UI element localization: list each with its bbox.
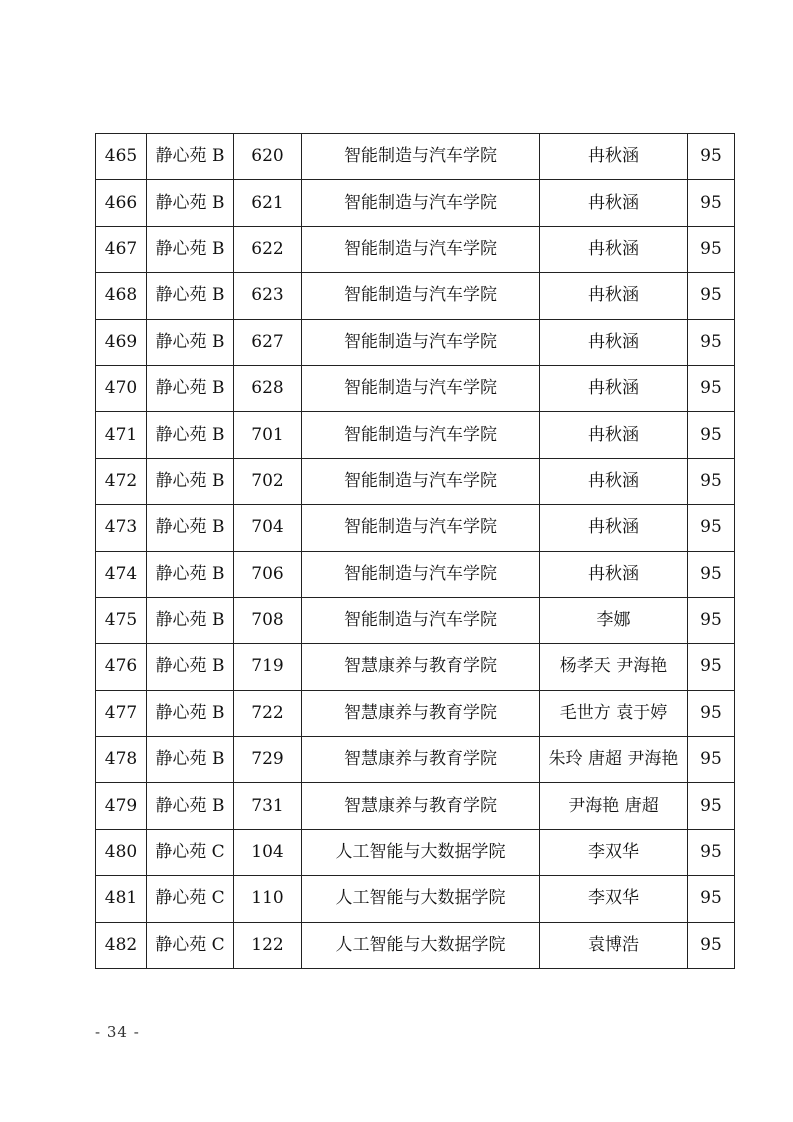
table-row [96,597,735,643]
row-number-cell: 465 [96,134,147,180]
college-cell: 智能制造与汽车学院 [302,412,540,458]
room-cell: 620 [234,134,302,180]
inspection-table [95,133,735,969]
college-cell: 人工智能与大数据学院 [302,876,540,922]
building-cell: 静心苑 B [147,644,234,690]
row-number-cell: 481 [96,876,147,922]
table-row [96,180,735,226]
room-cell: 110 [234,876,302,922]
building-cell: 静心苑 B [147,134,234,180]
score-cell: 95 [688,737,735,783]
row-number-cell: 474 [96,551,147,597]
table-row [96,737,735,783]
names-cell: 冉秋涵 [540,226,688,272]
score-cell: 95 [688,273,735,319]
row-number-cell: 468 [96,273,147,319]
score-cell: 95 [688,922,735,968]
room-cell: 628 [234,365,302,411]
building-cell: 静心苑 B [147,180,234,226]
score-cell: 95 [688,412,735,458]
score-cell: 95 [688,180,735,226]
table-row [96,319,735,365]
table-row [96,876,735,922]
row-number-cell: 470 [96,365,147,411]
row-number-cell: 469 [96,319,147,365]
score-cell: 95 [688,226,735,272]
building-cell: 静心苑 B [147,226,234,272]
building-cell: 静心苑 C [147,876,234,922]
room-cell: 623 [234,273,302,319]
room-cell: 627 [234,319,302,365]
names-cell: 冉秋涵 [540,458,688,504]
building-cell: 静心苑 B [147,505,234,551]
row-number-cell: 476 [96,644,147,690]
names-cell: 李双华 [540,876,688,922]
room-cell: 701 [234,412,302,458]
college-cell: 智能制造与汽车学院 [302,551,540,597]
college-cell: 智能制造与汽车学院 [302,365,540,411]
names-cell: 袁博浩 [540,922,688,968]
college-cell: 智能制造与汽车学院 [302,505,540,551]
row-number-cell: 466 [96,180,147,226]
college-cell: 智能制造与汽车学院 [302,273,540,319]
college-cell: 智能制造与汽车学院 [302,180,540,226]
college-cell: 智慧康养与教育学院 [302,690,540,736]
building-cell: 静心苑 B [147,551,234,597]
room-cell: 719 [234,644,302,690]
college-cell: 智能制造与汽车学院 [302,226,540,272]
room-cell: 729 [234,737,302,783]
building-cell: 静心苑 B [147,458,234,504]
score-cell: 95 [688,505,735,551]
table-row [96,551,735,597]
page-number: - 34 - [95,1023,140,1041]
table-row [96,458,735,504]
score-cell: 95 [688,783,735,829]
college-cell: 智能制造与汽车学院 [302,597,540,643]
table-row [96,226,735,272]
table-body [96,134,735,969]
college-cell: 智慧康养与教育学院 [302,737,540,783]
names-cell: 冉秋涵 [540,365,688,411]
table-row [96,412,735,458]
room-cell: 708 [234,597,302,643]
building-cell: 静心苑 B [147,597,234,643]
college-cell: 人工智能与大数据学院 [302,829,540,875]
score-cell: 95 [688,829,735,875]
names-cell: 毛世方 袁于婷 [540,690,688,736]
score-cell: 95 [688,644,735,690]
row-number-cell: 477 [96,690,147,736]
table-row [96,690,735,736]
table-row [96,644,735,690]
score-cell: 95 [688,319,735,365]
score-cell: 95 [688,551,735,597]
names-cell: 冉秋涵 [540,180,688,226]
building-cell: 静心苑 B [147,365,234,411]
row-number-cell: 479 [96,783,147,829]
college-cell: 智慧康养与教育学院 [302,644,540,690]
names-cell: 冉秋涵 [540,134,688,180]
room-cell: 731 [234,783,302,829]
score-cell: 95 [688,690,735,736]
room-cell: 104 [234,829,302,875]
row-number-cell: 467 [96,226,147,272]
college-cell: 人工智能与大数据学院 [302,922,540,968]
row-number-cell: 480 [96,829,147,875]
score-cell: 95 [688,876,735,922]
names-cell: 冉秋涵 [540,273,688,319]
building-cell: 静心苑 B [147,690,234,736]
names-cell: 冉秋涵 [540,551,688,597]
building-cell: 静心苑 B [147,273,234,319]
names-cell: 朱玲 唐超 尹海艳 [540,737,688,783]
names-cell: 李娜 [540,597,688,643]
room-cell: 122 [234,922,302,968]
table-row [96,505,735,551]
room-cell: 622 [234,226,302,272]
score-cell: 95 [688,458,735,504]
college-cell: 智慧康养与教育学院 [302,783,540,829]
row-number-cell: 475 [96,597,147,643]
room-cell: 722 [234,690,302,736]
table-row [96,365,735,411]
table-row [96,829,735,875]
score-cell: 95 [688,134,735,180]
table-row [96,783,735,829]
names-cell: 冉秋涵 [540,319,688,365]
room-cell: 621 [234,180,302,226]
building-cell: 静心苑 C [147,829,234,875]
score-cell: 95 [688,597,735,643]
row-number-cell: 472 [96,458,147,504]
row-number-cell: 478 [96,737,147,783]
building-cell: 静心苑 B [147,737,234,783]
college-cell: 智能制造与汽车学院 [302,319,540,365]
names-cell: 尹海艳 唐超 [540,783,688,829]
building-cell: 静心苑 B [147,412,234,458]
room-cell: 702 [234,458,302,504]
building-cell: 静心苑 C [147,922,234,968]
names-cell: 杨孝天 尹海艳 [540,644,688,690]
college-cell: 智能制造与汽车学院 [302,134,540,180]
table-row [96,134,735,180]
score-cell: 95 [688,365,735,411]
names-cell: 冉秋涵 [540,505,688,551]
building-cell: 静心苑 B [147,783,234,829]
table-row [96,273,735,319]
names-cell: 冉秋涵 [540,412,688,458]
college-cell: 智能制造与汽车学院 [302,458,540,504]
row-number-cell: 471 [96,412,147,458]
room-cell: 704 [234,505,302,551]
row-number-cell: 482 [96,922,147,968]
row-number-cell: 473 [96,505,147,551]
room-cell: 706 [234,551,302,597]
table-row [96,922,735,968]
building-cell: 静心苑 B [147,319,234,365]
names-cell: 李双华 [540,829,688,875]
